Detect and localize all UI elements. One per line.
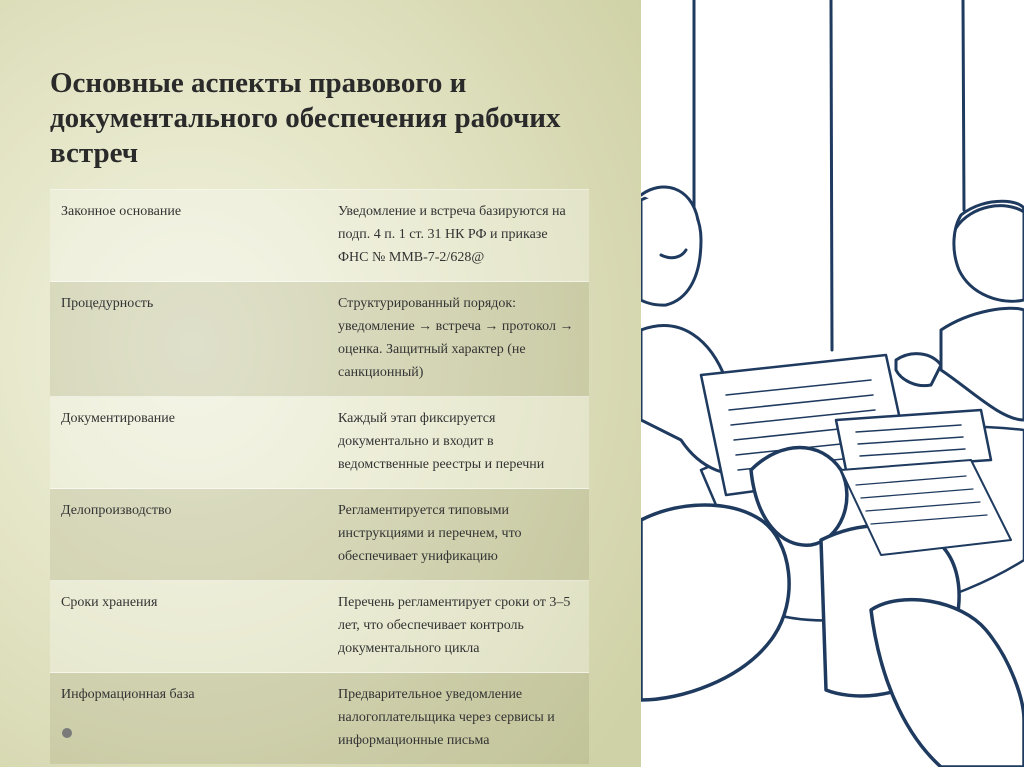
business-meeting-illustration <box>641 0 1024 767</box>
aspects-table <box>50 189 589 764</box>
description-cell: Каждый этап фиксируется документально и входит в ведомственные реестры и перечни <box>327 397 589 489</box>
window-frame-lines <box>694 0 964 350</box>
table-row <box>50 489 589 581</box>
description-cell: Структурированный порядок: уведомление → встреча → протокол → оценка. Защитный характер (не санкционный) <box>327 282 589 397</box>
aspect-cell: Документирование <box>50 397 327 489</box>
aspect-cell: Сроки хранения <box>50 581 327 673</box>
description-cell: Предварительное уведомление налогоплательщика через сервисы и информационные письма <box>327 673 589 765</box>
table-row <box>50 673 589 765</box>
description-cell: Уведомление и встреча базируются на подп. 4 п. 1 ст. 31 НК РФ и приказе ФНС № ММВ-7-2/628@ <box>327 190 589 282</box>
slide-title: Основные аспекты правового и документального обеспечения рабочих встреч <box>50 67 561 169</box>
illustration-panel <box>641 0 1024 767</box>
table-row <box>50 581 589 673</box>
table-row <box>50 397 589 489</box>
aspect-cell: Информационная база <box>50 673 327 765</box>
person-right <box>896 201 1024 420</box>
aspect-cell: Делопроизводство <box>50 489 327 581</box>
aspect-cell: Процедурность <box>50 282 327 397</box>
description-cell: Перечень регламентирует сроки от 3–5 лет, что обеспечивает контроль документального цикла <box>327 581 589 673</box>
table-row <box>50 190 589 282</box>
aspect-cell: Законное основание <box>50 190 327 282</box>
table-row <box>50 282 589 397</box>
bullet-dot <box>62 728 72 738</box>
description-cell: Регламентируется типовыми инструкциями и перечнем, что обеспечивает унификацию <box>327 489 589 581</box>
